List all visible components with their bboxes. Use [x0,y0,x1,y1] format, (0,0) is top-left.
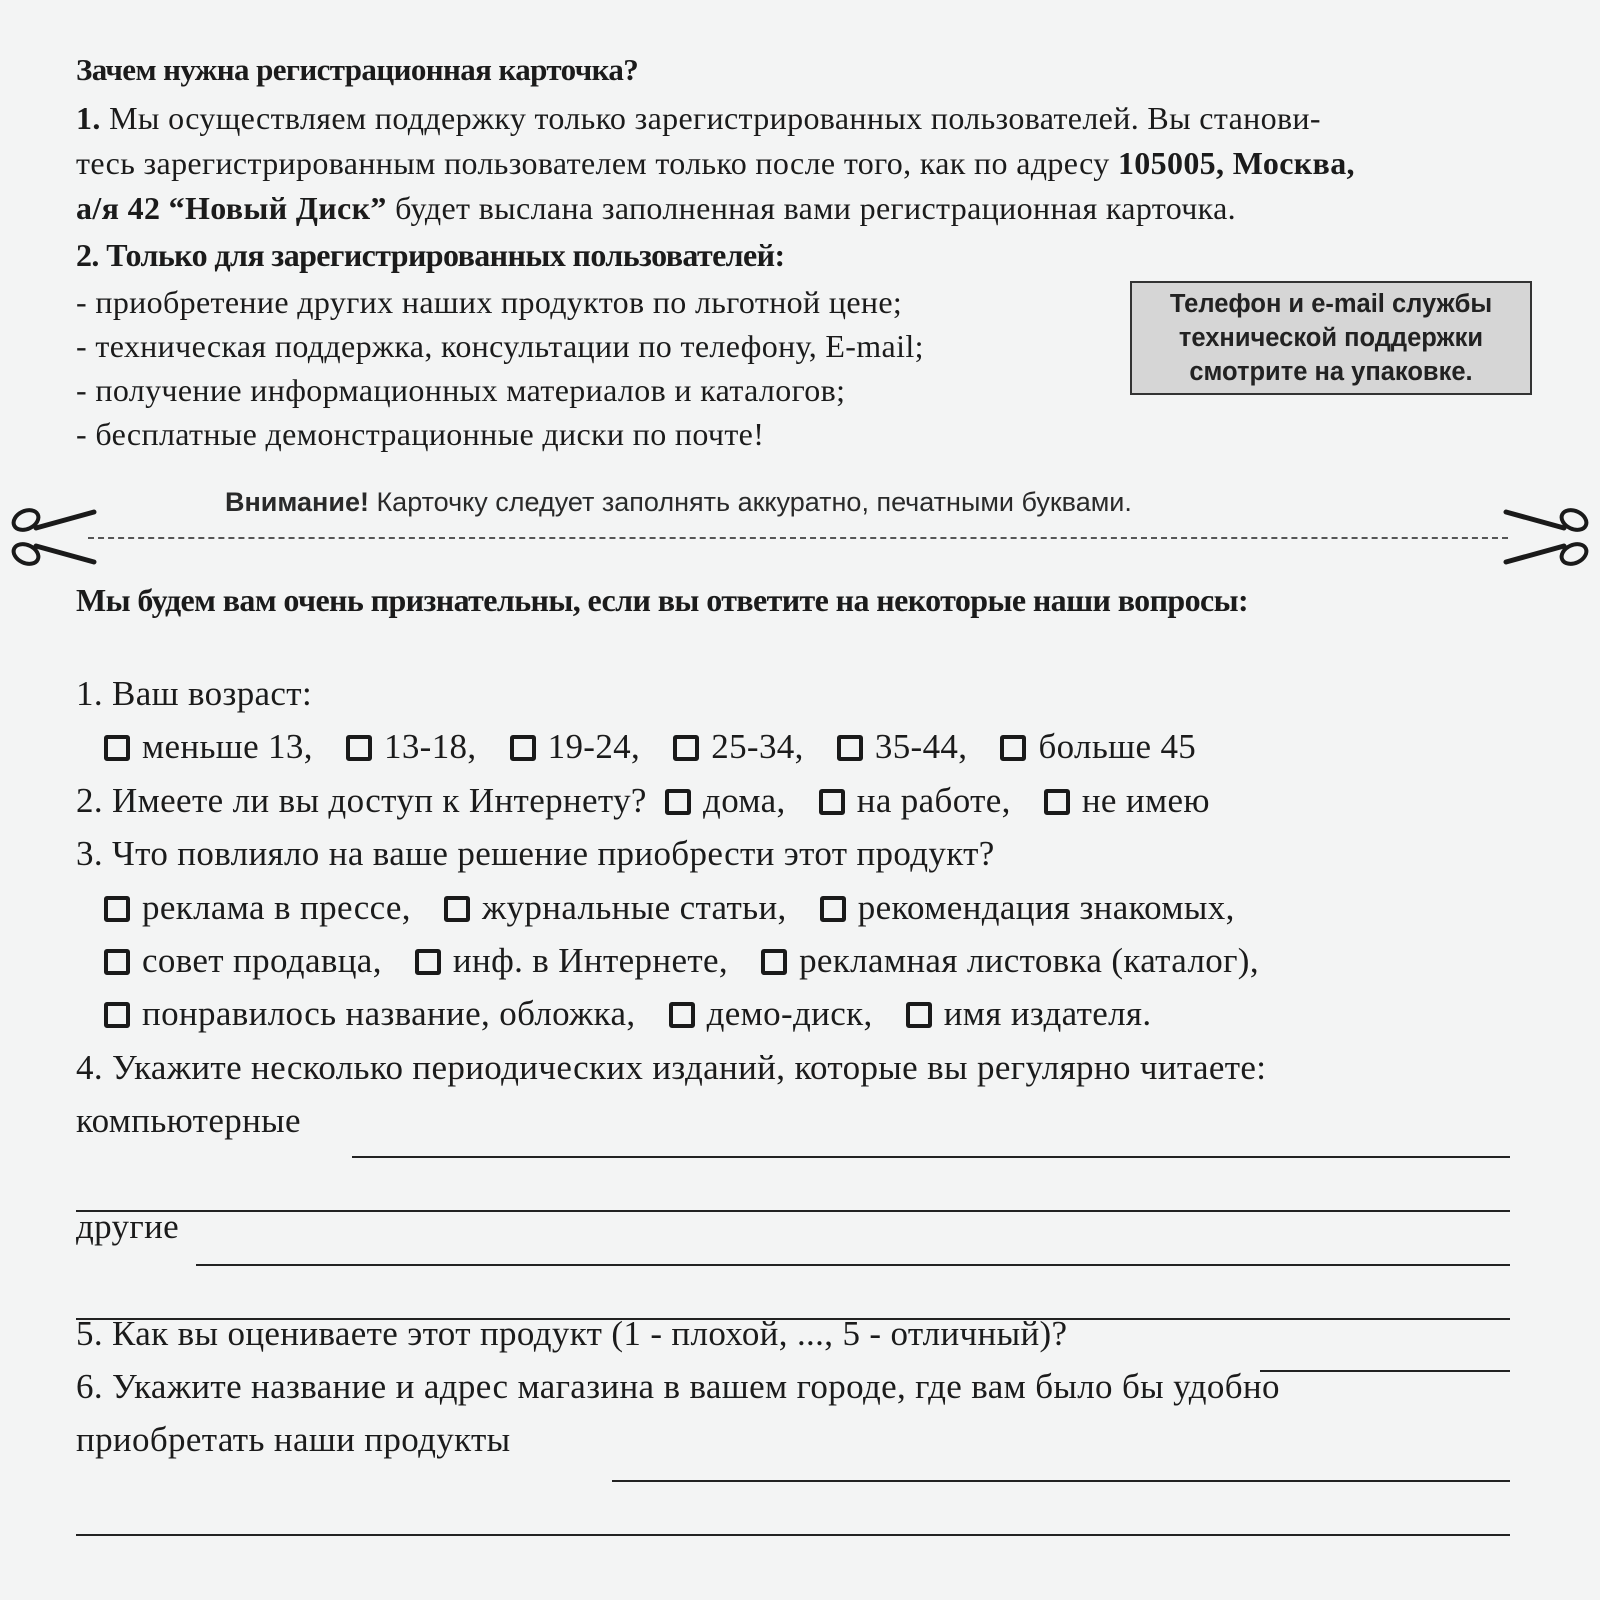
survey-title: Мы будем вам очень признательны, если вы ответите на некоторые наши вопросы: [76,582,1249,618]
age-option[interactable]: 19-24, [510,727,641,766]
influence-option[interactable]: понравилось название, обложка, [104,994,636,1033]
influence-option[interactable]: совет продавца, [104,941,382,980]
influence-options-row [104,994,1176,1034]
checkbox-icon[interactable] [346,735,372,761]
support-info-line: смотрите на упаковке. [1189,358,1473,386]
question-influence: 3. Что повлияло на ваше решение приобрести этот продукт? [76,834,995,873]
checkbox-icon[interactable] [104,1002,130,1028]
section-title: Зачем нужна регистрационная карточка? [76,52,639,87]
influence-option[interactable]: демо-диск, [669,994,873,1033]
attention-label: Внимание! [225,487,369,517]
paragraph-1-text-2: тесь зарегистрированным пользователем только после того, как по адресу [76,145,1118,181]
attention-note [225,487,1132,518]
section-2-title: 2. Только для зарегистрированных пользователей: [76,237,785,273]
checkbox-icon[interactable] [444,896,470,922]
age-option[interactable]: 25-34, [673,727,804,766]
influence-options-row [104,888,1259,928]
paragraph-1-line-1 [76,100,1321,137]
internet-option[interactable]: дома, [665,781,786,820]
cut-line [88,537,1508,539]
influence-options-row [104,941,1283,981]
checkbox-icon[interactable] [1000,735,1026,761]
paragraph-1-number: 1. [76,100,101,136]
store-input[interactable] [612,1480,1510,1482]
influence-option[interactable]: реклама в прессе, [104,888,411,927]
checkbox-icon[interactable] [1044,789,1070,815]
benefit-item: - бесплатные демонстрационные диски по почте! [76,416,765,452]
question-rating: 5. Как вы оцениваете этот продукт (1 - плохой, ..., 5 - отличный)? [76,1314,1068,1353]
question-internet: 2. Имеете ли вы доступ к Интернету? дома, на работе, не имею [76,781,1210,820]
address-po-box: а/я 42 “Новый Диск” [76,190,387,226]
age-option[interactable]: 13-18, [346,727,477,766]
checkbox-icon[interactable] [673,735,699,761]
scissors-icon [1502,502,1594,572]
support-info-line: технической поддержки [1178,324,1484,352]
benefit-item: - приобретение других наших продуктов по льготной цене; [76,284,903,320]
benefit-item: - техническая поддержка, консультации по телефону, E-mail; [76,328,924,364]
influence-option[interactable]: инф. в Интернете, [415,941,728,980]
question-store: 6. Укажите название и адрес магазина в вашем городе, где вам было бы удобно [76,1367,1280,1406]
influence-option[interactable]: имя издателя. [906,994,1152,1033]
checkbox-icon[interactable] [104,949,130,975]
question-store-line-2: приобретать наши продукты [76,1420,511,1459]
support-info-box [1130,281,1532,395]
computer-periodicals-input-2[interactable] [76,1210,1510,1212]
age-option[interactable]: больше 45 [1000,727,1196,766]
checkbox-icon[interactable] [510,735,536,761]
checkbox-icon[interactable] [906,1002,932,1028]
checkbox-icon[interactable] [761,949,787,975]
age-option[interactable]: меньше 13, [104,727,313,766]
checkbox-icon[interactable] [837,735,863,761]
internet-option[interactable]: не имею [1044,781,1210,820]
question-age: 1. Ваш возраст: [76,674,313,713]
store-input-2[interactable] [76,1534,1510,1536]
question-periodicals: 4. Укажите несколько периодических изданий, которые вы регулярно читаете: [76,1048,1267,1087]
computer-periodicals-input[interactable] [352,1156,1510,1158]
checkbox-icon[interactable] [820,896,846,922]
checkbox-icon[interactable] [415,949,441,975]
paragraph-1-line-3 [76,190,1236,227]
other-periodicals-label: другие [76,1207,180,1246]
paragraph-1-text: Мы осуществляем поддержку только зарегистрированных пользователей. Вы станови- [109,100,1321,136]
influence-option[interactable]: рекомендация знакомых, [820,888,1235,927]
age-option[interactable]: 35-44, [837,727,968,766]
checkbox-icon[interactable] [104,735,130,761]
scissors-icon [6,502,98,572]
other-periodicals-input[interactable] [196,1264,1510,1266]
benefit-item: - получение информационных материалов и каталогов; [76,372,846,408]
influence-option[interactable]: журнальные статьи, [444,888,787,927]
computer-periodicals-label: компьютерные [76,1101,301,1140]
age-options [104,727,1220,767]
paragraph-1-text-3: будет выслана заполненная вами регистрационная карточка. [386,190,1236,226]
attention-text: Карточку следует заполнять аккуратно, печатными буквами. [368,487,1132,517]
checkbox-icon[interactable] [665,789,691,815]
paragraph-1-line-2 [76,145,1355,182]
support-info-line: Телефон и e-mail службы [1169,290,1493,318]
checkbox-icon[interactable] [104,896,130,922]
rating-input[interactable] [1260,1370,1510,1372]
influence-option[interactable]: рекламная листовка (каталог), [761,941,1259,980]
internet-option[interactable]: на работе, [819,781,1011,820]
checkbox-icon[interactable] [819,789,845,815]
address-city: 105005, Москва, [1117,145,1355,181]
checkbox-icon[interactable] [669,1002,695,1028]
